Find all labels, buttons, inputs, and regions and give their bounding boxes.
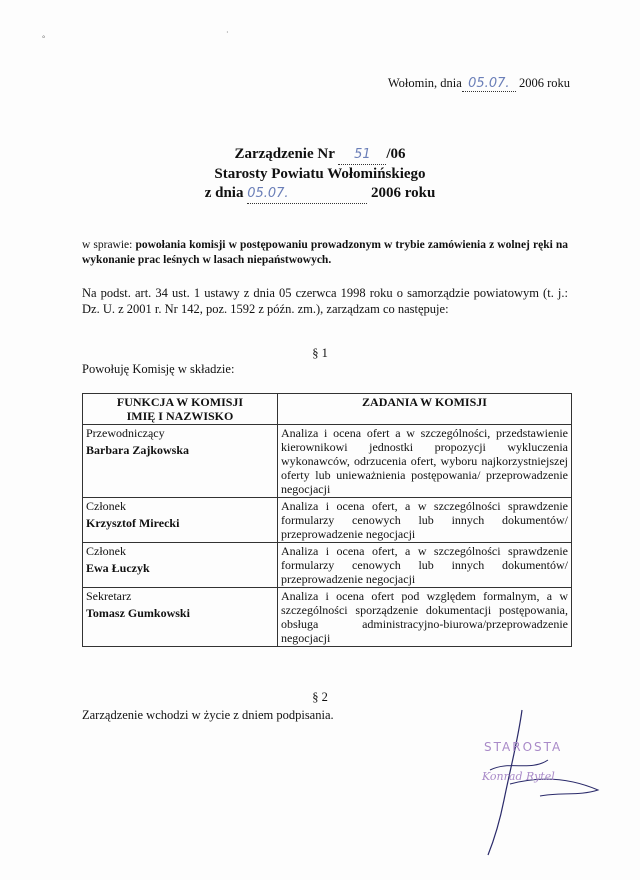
handwritten-date: 05.07.: [462, 76, 516, 92]
section-1-intro: Powołuję Komisję w składzie:: [82, 362, 235, 376]
document-title: [0, 145, 640, 204]
place-and-date: [388, 76, 570, 92]
title-line-3: [0, 184, 640, 204]
section-2-mark: § 2: [312, 690, 328, 704]
header-function-name: [83, 394, 278, 425]
member-task: Analiza i ocena ofert, a w szczególności sprawdzenie formularzy cenowych lub innych dokumentów/ przeprowadzenie negocjacji: [277, 543, 571, 588]
subject-text: powołania komisji w postępowaniu prowadzonym w trybie zamówienia z wolnej ręki na wykonanie prac leśnych w lasach niepaństwowych.: [82, 239, 569, 266]
member-cell: [83, 425, 278, 498]
title-date-prefix: z dnia: [204, 185, 244, 201]
member-role: Członek: [86, 544, 126, 558]
table-row: [83, 425, 572, 498]
scan-speck: ·: [226, 28, 229, 37]
title-date-suffix: 2006 roku: [370, 185, 436, 201]
subject-paragraph: [82, 238, 568, 268]
header-col1-line1: FUNKCJA W KOMISJI: [116, 395, 244, 409]
section-2-text: Zarządzenie wchodzi w życie z dniem podpisania.: [82, 708, 334, 722]
member-task: Analiza i ocena ofert pod względem formalnym, a w szczególności sporządzenie dokumentacji postępowania, obsługa administracyjno-biurowa/przeprowadzenie negocjacji: [277, 588, 571, 647]
member-task: Analiza i ocena ofert a w szczególności, przedstawienie kierownikowi jednostki propozycji wykluczenia wykonawców, odrzucenia ofert, wyboru najkorzystniejszej oferty lub unieważnienia postępowania/ przeprowadzenie negocjacji: [277, 425, 571, 498]
header-col1-line2: IMIĘ I NAZWISKO: [126, 409, 234, 423]
member-cell: [83, 543, 278, 588]
place-date-suffix: 2006 roku: [518, 76, 570, 90]
handwritten-number: 51: [338, 145, 386, 165]
member-cell: [83, 498, 278, 543]
member-role: Przewodniczący: [86, 426, 165, 440]
stamp-name: Konrad Rytel: [482, 770, 555, 783]
member-task: Analiza i ocena ofert, a w szczególności sprawdzenie formularzy cenowych lub innych dokumentów/ przeprowadzenie negocjacji: [277, 498, 571, 543]
legal-basis-paragraph: Na podst. art. 34 ust. 1 ustawy z dnia 05 czerwca 1998 roku o samorządzie powiatowym (t. j.: Dz. U. z 2001 r. Nr 142, poz. 1592 z późn. zm.), zarządzam co następuje:: [82, 286, 568, 316]
table-row: [83, 498, 572, 543]
title-line-1: [0, 145, 640, 165]
table-header-row: [83, 394, 572, 425]
official-stamp: [482, 738, 602, 818]
member-name: Barbara Zajkowska: [86, 443, 190, 457]
title-line-2: Starosty Powiatu Wołomińskiego: [214, 166, 426, 182]
handwritten-title-date: 05.07.: [247, 184, 367, 204]
subject-lead: w sprawie:: [82, 239, 133, 251]
table-row: [83, 543, 572, 588]
member-name: Krzysztof Mirecki: [86, 516, 180, 530]
member-role: Sekretarz: [86, 589, 132, 603]
committee-table: [82, 393, 572, 647]
member-name: Tomasz Gumkowski: [86, 606, 190, 620]
section-1-mark: § 1: [312, 346, 328, 360]
place-date-prefix: Wołomin, dnia: [387, 76, 462, 90]
scan-speck: °: [42, 34, 46, 43]
header-tasks: ZADANIA W KOMISJI: [277, 394, 571, 425]
table-row: [83, 588, 572, 647]
member-name: Ewa Łuczyk: [86, 561, 150, 575]
member-role: Członek: [86, 499, 126, 513]
title-suffix: /06: [386, 146, 406, 162]
title-prefix: Zarządzenie Nr: [234, 146, 335, 162]
stamp-title: STAROSTA: [484, 740, 563, 754]
member-cell: [83, 588, 278, 647]
